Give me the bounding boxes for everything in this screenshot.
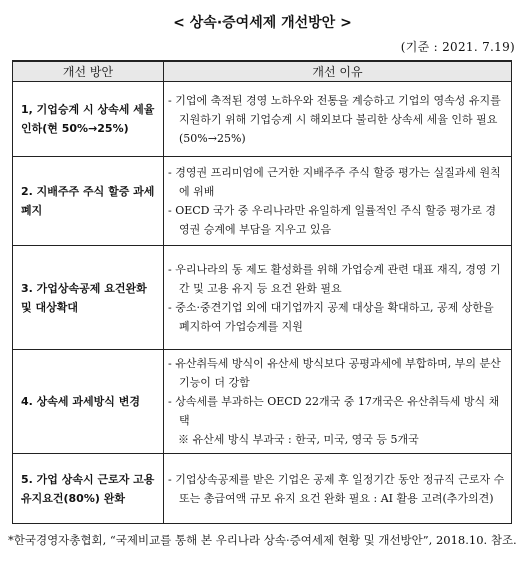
table-row bbox=[13, 454, 512, 524]
reason-bullet: - 상속세를 부과하는 OECD 22개국 중 17개국은 유산취득세 방식 채택 bbox=[168, 395, 500, 427]
reason-cell bbox=[164, 454, 512, 524]
header-reason: 개선 이유 bbox=[164, 61, 512, 82]
plan-cell: 1, 기업승계 시 상속세 세율 인하(현 50%→25%) bbox=[13, 82, 164, 157]
reference-date: (기준 : 2021. 7.19) bbox=[400, 40, 515, 54]
reason-cell bbox=[164, 350, 512, 454]
plan-cell: 2. 지배주주 주식 할증 과세 폐지 bbox=[13, 157, 164, 246]
document-title: < 상속·증여세제 개선방안 > bbox=[173, 15, 352, 31]
table-row bbox=[13, 82, 512, 157]
table-row bbox=[13, 246, 512, 350]
reason-bullet: - 우리나라의 동 제도 활성화를 위해 가업승계 관련 대표 재직, 경영 기간 및 고용 유지 등 요건 완화 필요 bbox=[168, 262, 501, 295]
header-plan: 개선 방안 bbox=[13, 61, 164, 82]
source-footnote: *한국경영자총협회, “국제비교를 통해 본 우리나라 상속·증여세제 현황 및 개선방안”, 2018.10. 참조. bbox=[8, 533, 517, 547]
reason-cell bbox=[164, 157, 512, 246]
reason-bullet: - 경영권 프리미엄에 근거한 지배주주 주식 할증 평가는 실질과세 원칙에 위배 bbox=[168, 166, 501, 198]
table-header-row bbox=[13, 61, 512, 82]
reform-table bbox=[12, 60, 512, 524]
reason-bullet: - 중소·중견기업 외에 대기업까지 공제 대상을 확대하고, 공제 상한을 폐지하여 가업승계를 지원 bbox=[168, 300, 494, 333]
reason-bullet: - 기업에 축적된 경영 노하우와 전통을 계승하고 기업의 영속성 유지를 지원하기 위해 기업승계 시 해외보다 불리한 상속세 세율 인하 필요(50%→25%) bbox=[168, 93, 501, 145]
reason-bullet: - 유산취득세 방식이 유산세 방식보다 공평과세에 부합하며, 부의 분산 기능이 더 강함 bbox=[168, 357, 501, 389]
plan-cell: 5. 가업 상속시 근로자 고용 유지요건(80%) 완화 bbox=[13, 454, 164, 524]
reason-bullet: - OECD 국가 중 우리나라만 유일하게 일률적인 주식 할증 평가로 경영권 승계에 부담을 지우고 있음 bbox=[168, 204, 496, 236]
plan-cell: 4. 상속세 과세방식 변경 bbox=[13, 350, 164, 454]
reason-cell bbox=[164, 82, 512, 157]
table-row bbox=[13, 157, 512, 246]
reason-bullet: - 기업상속공제를 받은 기업은 공제 후 일정기간 동안 정규직 근로자 수 또는 총급여액 규모 유지 요건 완화 필요 : AI 활용 고려(추가의견) bbox=[168, 472, 505, 505]
reason-cell bbox=[164, 246, 512, 350]
table-row bbox=[13, 350, 512, 454]
reason-note: ※ 유산세 방식 부과국 : 한국, 미국, 영국 등 5개국 bbox=[178, 433, 419, 446]
plan-cell: 3. 가업상속공제 요건완화 및 대상확대 bbox=[13, 246, 164, 350]
